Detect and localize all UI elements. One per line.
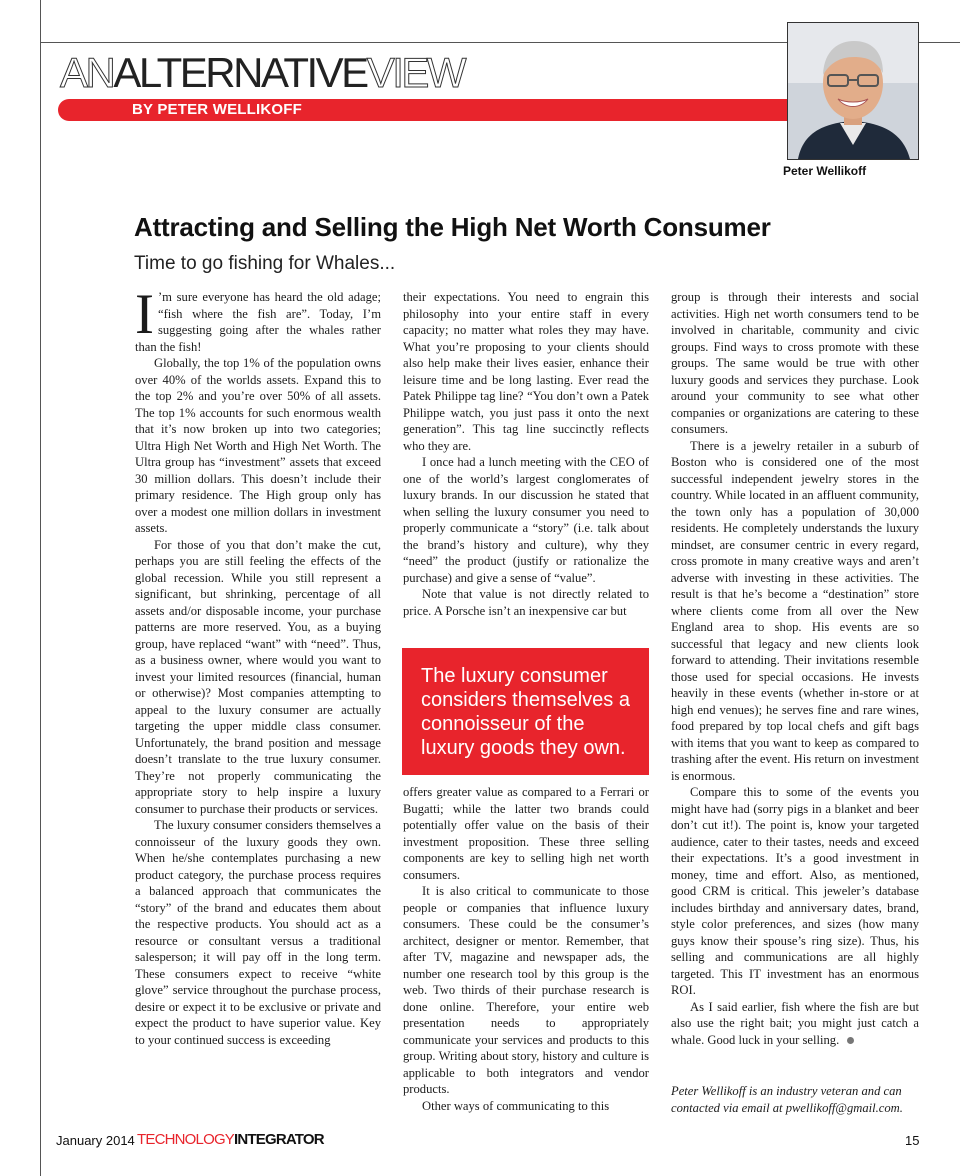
paragraph: There is a jewelry retailer in a suburb of Boston who is considered one of the most successful independent jewelry stores in the country. While located in an affluent community, the town only has a population of 30,000 residents. He completely understands the luxury mindset, are consumer centric in every regard, cross promote in many creative ways and aren’t adverse with investing in these activities. The result is that he’s become a “destination” store where clients come from all over the New England area to shop. His events are so successful that legacy and new clients look forward to attending. Their invitations resemble those used for special occasions. He invests heavily in these events (whether in-store or at high end venues); he serves fine and rare wines, food prepared by top local chefs and gift bags with items that you want to keep as compared to trashing after the event. His return on investment is enormous. [671,438,919,783]
page-number: 15 [905,1133,920,1148]
paragraph: offers greater value as compared to a Ferrari or Bugatti; while the latter two brands could potentially offer value on the basis of their investment proposition. These three selling components are key to selling high net worth consumers. [403,785,649,882]
paragraph: group is through their interests and social activities. High net worth consumers tend to be involved in charitable, community and civic groups. Find ways to cross promote with these groups. The same would be true with other luxury goods and services they purchase. Look around your community to see what other companies or organizations are catering to these consumers. [671,290,919,436]
paragraph: Compare this to some of the events you might have had (sorry pigs in a blanket and beer don’t cut it!). The point is, know your targeted audience, cater to their tastes, needs and exceed their expectations. It’s a good investment in money, time and effort. Also, as mentioned, good CRM is critical. This jeweler’s database includes birthday and anniversary dates, brand, style color preferences, and sizes (how many guys know their spouse’s ring size). Thus, his selling and communications are all highly targeted. This IT investment has an enormous ROI. [671,785,919,997]
byline: BY PETER WELLIKOFF [132,101,302,118]
body-column-3 [671,289,919,1048]
paragraph-text: ’m sure everyone has heard the old adage; “fish where the fish are”. Today, I’m suggesting going after the whales rather than the fish! [135,290,381,354]
end-bullet-icon [847,1037,854,1044]
magazine-name-part-1: TECHNOLOGY [137,1131,235,1148]
author-photo [787,22,919,160]
paragraph: The luxury consumer considers themselves a connoisseur of the luxury goods they own. When he/she contemplates purchasing a new product category, the purchase process requires a balanced approach that communicates the “story” of the brand and educates them about the respective products. You should act as a resource or consultant versus a traditional salesperson; it will pay off in the long term. These consumers expect to receive “white glove” service throughout the purchase process, desire or expect it to be exclusive or private and expect the product to have superior value. Key to your continued success is exceeding [135,818,381,1047]
photo-caption: Peter Wellikoff [783,164,867,178]
paragraph: For those of you that don’t make the cut, perhaps you are still feeling the effects of the global recession. While you still represent a significant, but shrinking, percentage of all assets and/or disposable income, your purchase patterns are more reserved. You, as a buying group, have replaced “want” with “need”. Thus, as a business owner, where would you want to invest your limited resources (financial, human or otherwise)? Most companies attempting to appeal to the luxury consumer are actually targeting the upper middle class consumer. Unfortunately, the brand position and message doesn’t translate to the true luxury consumer. They’re not properly communicating the appropriate story to help inspire a luxury consumer to purchase their products or services. [135,537,381,816]
paragraph: It is also critical to communicate to those people or companies that influence luxury consumers. These could be the consumer’s architect, designer or mentor. Remember, that after TV, magazine and newspaper ads, the number one research tool by this group is the web. Two thirds of their purchase research is done online. Therefore, your entire web presentation needs to appropriately communicate your services and products to this group. Writing about story, history and culture is applicable to both integrators and vendor products. [403,884,649,1096]
column-title-part-an: AN [60,49,114,96]
body-column-2-continued [403,784,649,1114]
paragraph-text: As I said earlier, fish where the fish are but also use the right bait; you might just catch a whale. Good luck in your selling. [671,999,919,1047]
column-title-part-view: VIEW [366,49,465,96]
pull-quote: The luxury consumer considers themselves a connoisseur of the luxury goods they own. [421,665,630,759]
paragraph: their expectations. You need to engrain this philosophy into your entire staff in every capacity; no matter what roles they may have. What you’re proposing to your clients should also help make their lives easier, enhance their leisure time and be long lasting. Ever read the Patek Philippe tag line? “You don’t own a Patek Philippe watch, you just pass it onto the next generation”. This tag line succinctly reflects who they are. [403,290,649,453]
paragraph [671,999,919,1049]
subhead: Time to go fishing for Whales... [134,253,396,274]
paragraph: I once had a lunch meeting with the CEO of one of the world’s largest conglomerates of luxury brands. In our discussion he stated that when selling the luxury consumer you need to properly communicate a “story” (i.e. talk about the brand’s history and culture), why they “need” the product (justify or rationalize the purchase) and give a sense of “value”. [403,455,649,585]
paragraph: Other ways of communicating to this [422,1098,610,1113]
paragraph: Note that value is not directly related to price. A Porsche isn’t an inexpensive car but [403,587,649,618]
magazine-name-part-2: INTEGRATOR [234,1131,324,1148]
paragraph: Globally, the top 1% of the population owns over 40% of the worlds assets. Expand this to the top 2% and you’re over 50% of all assets. The top 1% accounts for such enormous wealth that it’s now broken up into two categories; Ultra High Net Worth and High Net Worth. The Ultra group has “investment” assets that exceed 30 million dollars. This doesn’t include their primary residence. The High group only has over a modest one million dollars in investment assets. [135,356,381,535]
footer-magazine-name [137,1131,324,1148]
body-column-2 [403,289,649,619]
paragraph [135,283,381,355]
column-title [60,49,465,96]
author-portrait-icon [788,23,918,159]
headline: Attracting and Selling the High Net Worth Consumer [134,212,771,242]
drop-cap: I [135,283,154,346]
column-title-part-alternative: ALTERNATIVE [113,49,367,96]
left-rule [40,0,41,1176]
footer-date: January 2014 [56,1133,135,1148]
body-column-1 [135,283,381,1048]
author-note: Peter Wellikoff is an industry veteran and can contacted via email at pwellikoff@gmail.com. [671,1084,903,1115]
